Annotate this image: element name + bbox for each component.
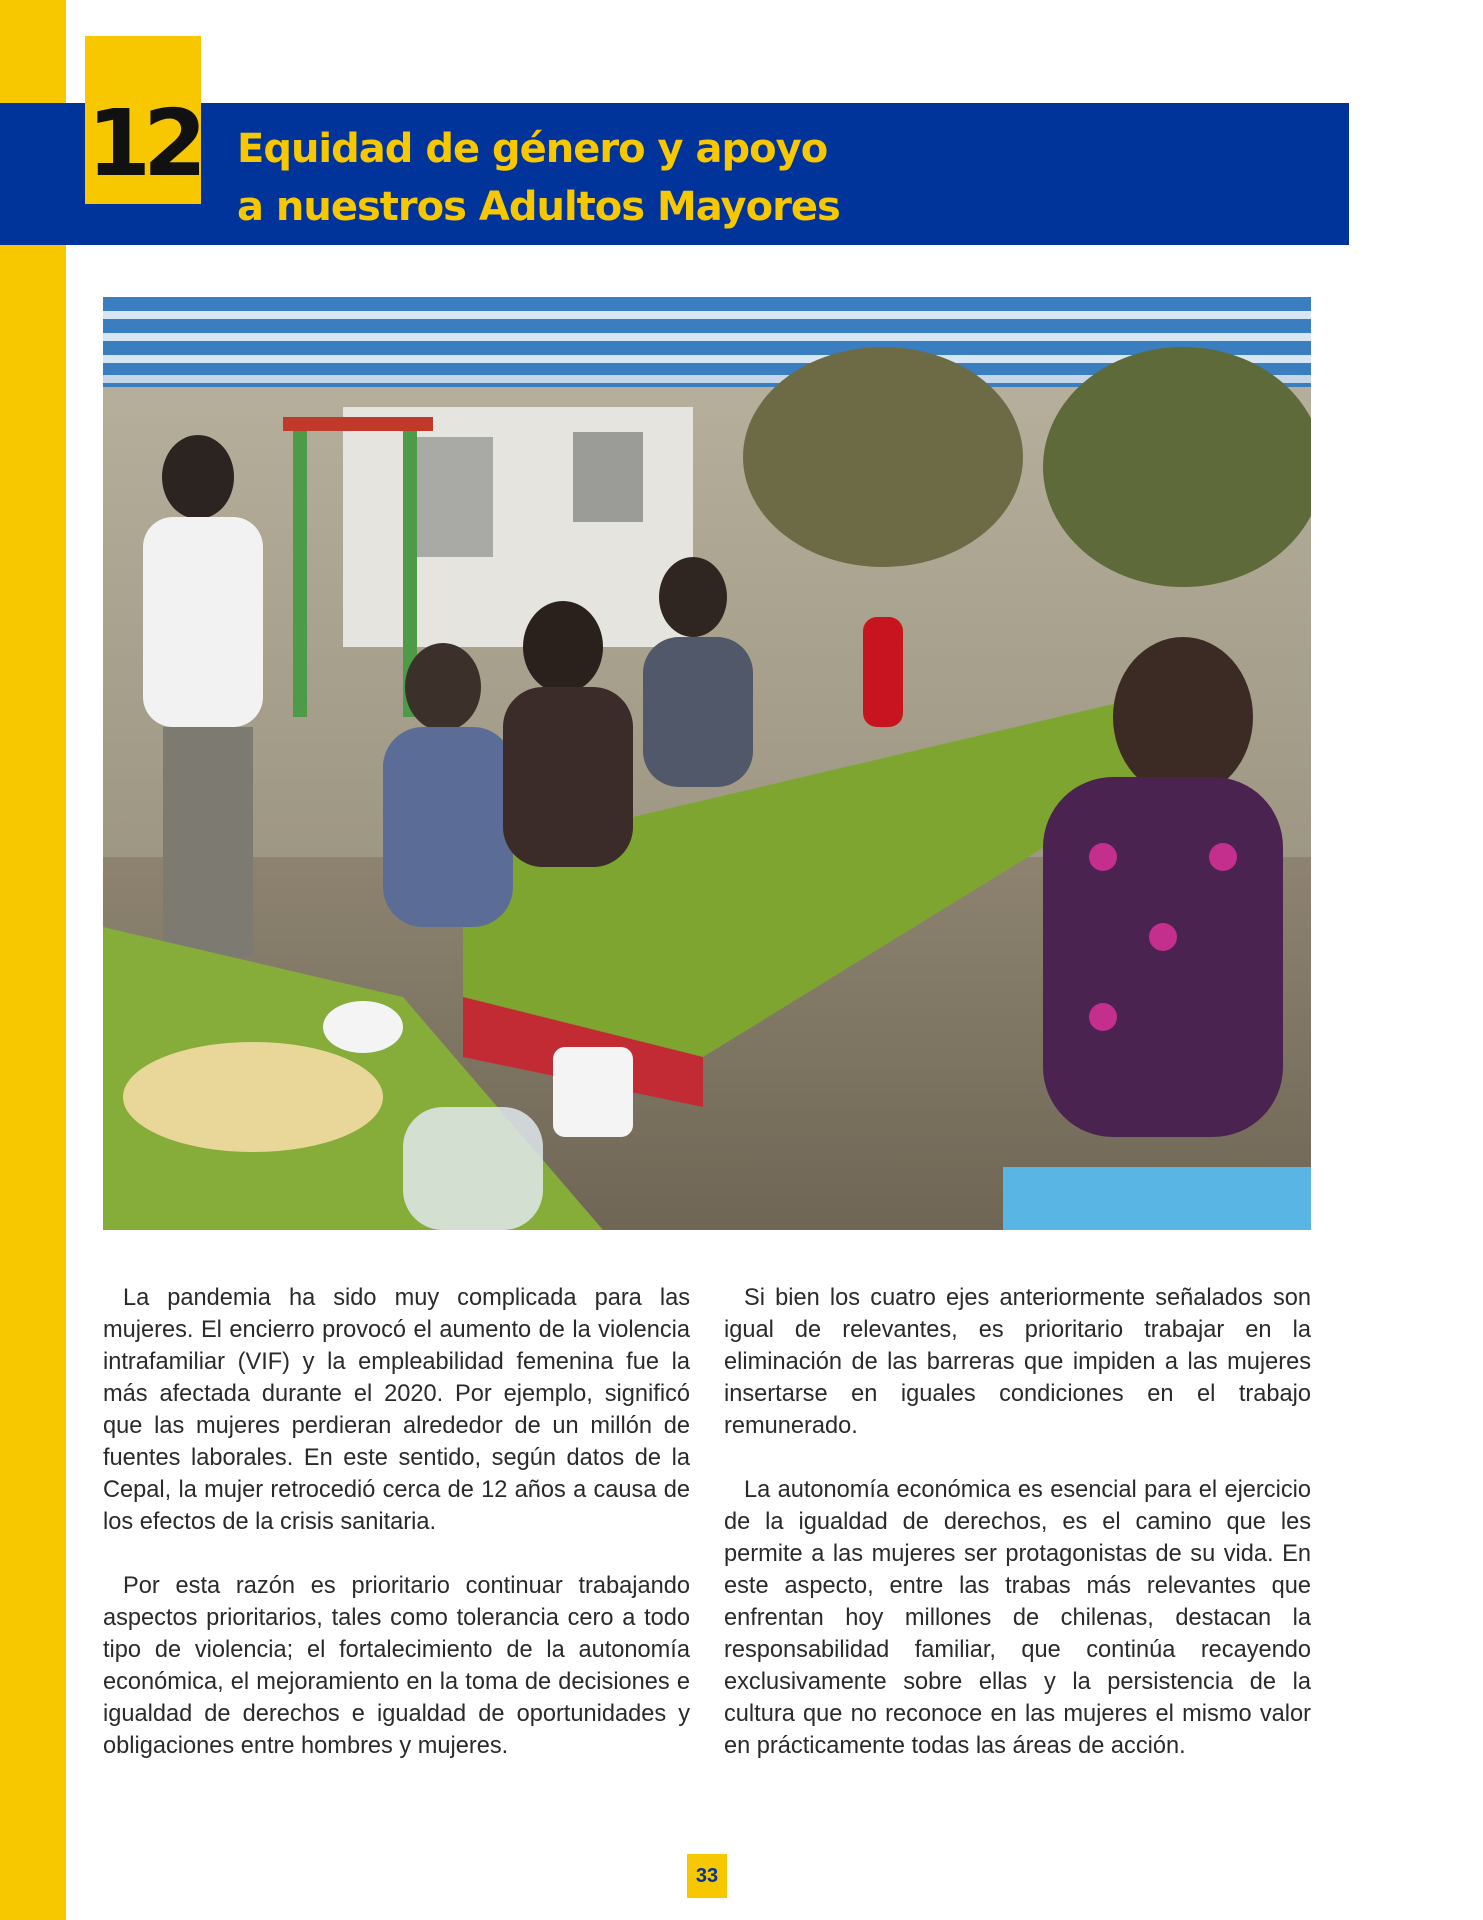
section-number: 12 [86,90,200,197]
paragraph: Por esta razón es prioritario continuar trabajando aspectos prioritarios, tales como tolerancia cero a todo tipo de violencia; el fortalecimiento de la autonomía económica, el mejoramiento en la toma de decisiones e igualdad de derechos e igualdad de oportunidades y obligaciones entre hombres y mujeres. [103,1573,690,1759]
body-column-right [724,1282,1311,1794]
body-column-left [103,1282,690,1794]
section-number-box [85,36,201,204]
section-title-line-1: Equidad de género y apoyo [237,126,828,172]
yellow-side-bar [0,0,66,1920]
event-photo [103,297,1311,1230]
paragraph: La pandemia ha sido muy complicada para las mujeres. El encierro provocó el aumento de la violencia intrafamiliar (VIF) y la empleabilidad femenina fue la más afectada durante el 2020. Por ejemplo, significó que las mujeres perdieran alrededor de un millón de fuentes laborales. En este sentido, según datos de la Cepal, la mujer retrocedió cerca de 12 años a causa de los efectos de la crisis sanitaria. [103,1285,690,1535]
section-title [237,120,1317,236]
photo-community-meal-icon [103,297,1311,1230]
paragraph: Si bien los cuatro ejes anteriormente señalados son igual de relevantes, es prioritario trabajar en la eliminación de las barreras que impiden a las mujeres insertarse en iguales condiciones en el trabajo remunerado. [724,1285,1311,1439]
page-number: 33 [687,1854,727,1898]
paragraph: La autonomía económica es esencial para el ejercicio de la igualdad de derechos, es el camino que les permite a las mujeres ser protagonistas de su vida. En este aspecto, entre las trabas más relevantes que enfrentan hoy millones de chilenas, destacan la responsabilidad familiar, que continúa recayendo exclusivamente sobre ellas y la persistencia de la cultura que no reconoce en las mujeres el mismo valor en prácticamente todas las áreas de acción. [724,1477,1311,1759]
section-title-line-2: a nuestros Adultos Mayores [237,184,840,230]
